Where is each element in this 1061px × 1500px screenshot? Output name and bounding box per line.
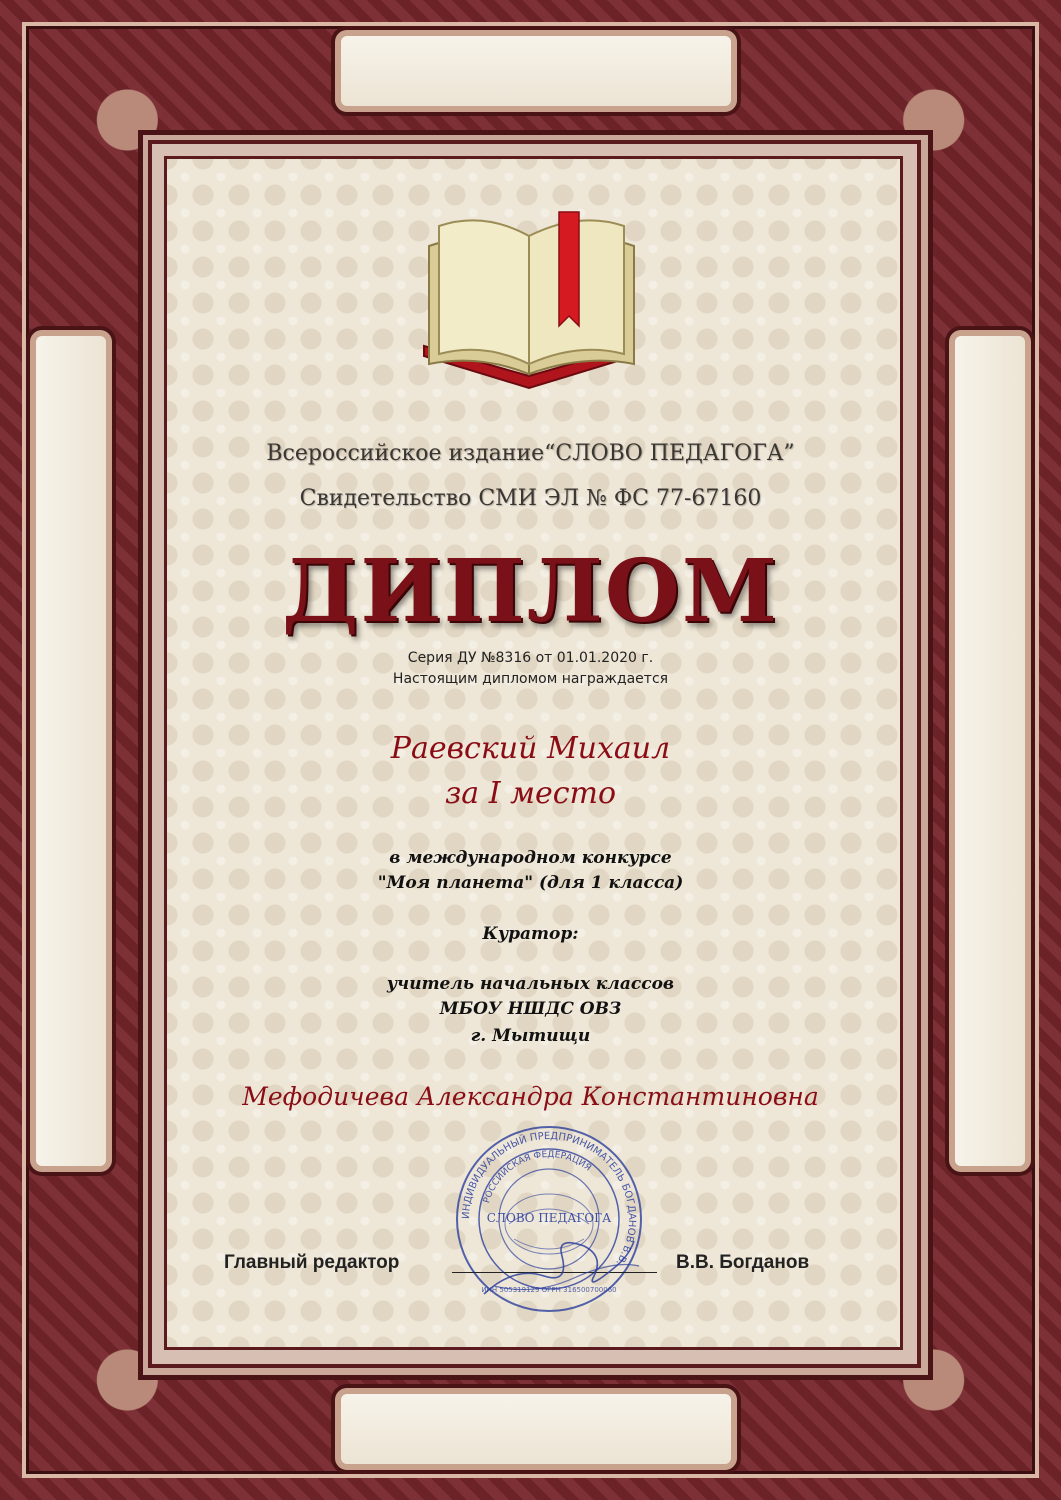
awarded-text: Настоящим дипломом награждается (392, 671, 669, 687)
signature-name: В.В. Богданов (676, 1252, 810, 1273)
top-cartouche (335, 30, 737, 112)
publisher-name: Всероссийское издание“СЛОВО ПЕДАГОГА” (266, 441, 795, 466)
recipient-name: Раевский Михаил (390, 731, 671, 766)
contest-line-1: в международном конкурсе (389, 848, 672, 868)
signature-role: Главный редактор (224, 1252, 400, 1273)
curator-organization: МБОУ НШДС ОВЗ (439, 999, 622, 1019)
contest-line-2: "Моя планета" (для 1 класса) (377, 873, 684, 893)
diploma-content (164, 156, 897, 1344)
curator-name: Мефодичева Александра Константиновна (242, 1082, 819, 1111)
curator-position: учитель начальных классов (386, 974, 675, 994)
diploma-series: Серия ДУ №8316 от 01.01.2020 г. (407, 650, 654, 666)
right-cartouche (949, 330, 1031, 1172)
stamp-country-text: РОССИЙСКАЯ ФЕДЕРАЦИЯ (482, 1149, 593, 1205)
bottom-cartouche (335, 1388, 737, 1470)
open-book-icon (419, 206, 644, 396)
stamp-outer-text: ИНДИВИДУАЛЬНЫЙ ПРЕДПРИНИМАТЕЛЬ БОГДАНОВ В.В. (460, 1130, 638, 1268)
handwritten-signature (474, 1216, 644, 1306)
stamp-center-text: СЛОВО ПЕДАГОГА (486, 1211, 612, 1225)
curator-label: Куратор: (482, 924, 579, 944)
stamp-bottom-text: ИНН 505319129 ОГРН 316500700060 (481, 1286, 617, 1294)
media-certificate: Свидетельство СМИ ЭЛ № ФС 77-67160 (299, 486, 762, 511)
left-cartouche (30, 330, 112, 1172)
diploma-title: ДИПЛОМ (281, 541, 780, 642)
curator-city: г. Мытищи (470, 1026, 591, 1046)
award-place: за I место (444, 776, 617, 811)
